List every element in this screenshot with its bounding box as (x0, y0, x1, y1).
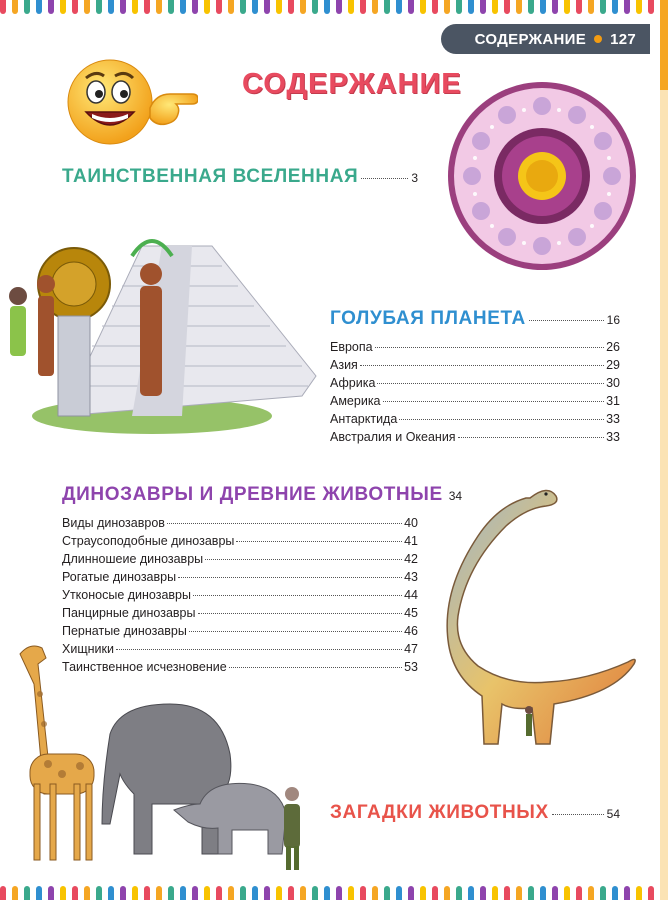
stripe (288, 886, 294, 900)
stripe (192, 0, 198, 14)
stripe (444, 886, 450, 900)
stripe (120, 0, 126, 14)
stripe (552, 886, 558, 900)
stripe (504, 886, 510, 900)
stripe (384, 886, 390, 900)
stripe (432, 0, 438, 14)
toc-item-page: 40 (404, 516, 418, 530)
stripe (576, 886, 582, 900)
leader-dots (116, 649, 402, 650)
toc-item[interactable] (62, 606, 418, 624)
toc-item[interactable] (62, 624, 418, 642)
stripe (540, 886, 546, 900)
stripe (588, 886, 594, 900)
leader-dots (458, 437, 605, 438)
right-edge-strip (660, 0, 668, 900)
toc-item-label: Африка (330, 376, 376, 390)
stripe (468, 886, 474, 900)
stripe (372, 886, 378, 900)
toc-item-label: Хищники (62, 642, 114, 656)
toc-item-page: 33 (606, 430, 620, 444)
stripe (204, 886, 210, 900)
section-title: ЗАГАДКИ ЖИВОТНЫХ (330, 802, 549, 823)
stripe (408, 886, 414, 900)
toc-item[interactable] (330, 430, 620, 448)
toc-item-page: 46 (404, 624, 418, 638)
section-page: 3 (411, 171, 418, 185)
stripe (192, 886, 198, 900)
toc-item-label: Азия (330, 358, 358, 372)
section-title: ГОЛУБАЯ ПЛАНЕТА (330, 308, 526, 329)
stripe (96, 886, 102, 900)
stripe (612, 0, 618, 14)
stripe (456, 886, 462, 900)
stripe (228, 0, 234, 14)
section-page: 54 (606, 807, 620, 821)
stripe (288, 0, 294, 14)
stripe (396, 0, 402, 14)
stripe (48, 886, 54, 900)
running-header (441, 24, 650, 54)
toc-section-universe[interactable] (62, 166, 418, 188)
stripe (108, 0, 114, 14)
toc-item-label: Европа (330, 340, 373, 354)
stripe (444, 0, 450, 14)
page-number: 127 (610, 30, 636, 48)
smiley-pointing-icon (58, 56, 198, 148)
stripe (168, 0, 174, 14)
stripe (300, 886, 306, 900)
toc-item[interactable] (62, 588, 418, 606)
toc-item[interactable] (330, 394, 620, 412)
toc-item-page: 41 (404, 534, 418, 548)
stripe (204, 0, 210, 14)
stripe (336, 886, 342, 900)
stripe (624, 0, 630, 14)
bullet-dot-icon (594, 35, 602, 43)
leader-dots (205, 559, 402, 560)
toc-item-label: Утконосые динозавры (62, 588, 191, 602)
stripe (96, 0, 102, 14)
stripe (276, 886, 282, 900)
stripe (216, 886, 222, 900)
stripe (588, 0, 594, 14)
running-header-label: СОДЕРЖАНИЕ (474, 30, 587, 48)
stripe (228, 886, 234, 900)
stripe (264, 0, 270, 14)
stripe (384, 0, 390, 14)
toc-item-page: 42 (404, 552, 418, 566)
stripe (408, 0, 414, 14)
section-title: ТАИНСТВЕННАЯ ВСЕЛЕННАЯ (62, 166, 359, 187)
stripe (72, 0, 78, 14)
stripe (132, 0, 138, 14)
stripe (456, 0, 462, 14)
stripe (432, 886, 438, 900)
stripe (420, 886, 426, 900)
toc-list-blue-planet (330, 340, 620, 448)
stripe (516, 0, 522, 14)
stripe (324, 0, 330, 14)
stripe (72, 886, 78, 900)
leader-dots (377, 383, 604, 384)
toc-item-page: 30 (606, 376, 620, 390)
toc-item[interactable] (62, 570, 418, 588)
stripe (528, 0, 534, 14)
toc-item[interactable] (62, 516, 418, 534)
stripe (168, 886, 174, 900)
toc-item[interactable] (330, 412, 620, 430)
leader-dots (193, 595, 402, 596)
section-page: 34 (448, 489, 463, 503)
toc-section-dinosaurs[interactable] (62, 484, 463, 506)
toc-section-animal-mysteries[interactable] (330, 802, 620, 824)
toc-item-label: Длинношеие динозавры (62, 552, 204, 566)
stripe (24, 0, 30, 14)
stripe (0, 886, 6, 900)
stripe (480, 0, 486, 14)
stripe (0, 0, 6, 14)
leader-dots (229, 667, 402, 668)
stripe (48, 0, 54, 14)
stripe (492, 0, 498, 14)
stripe (636, 886, 642, 900)
toc-item-label: Страусоподобные динозавры (62, 534, 235, 548)
leader-dots (383, 401, 605, 402)
toc-item[interactable] (62, 552, 418, 570)
page-title: СОДЕРЖАНИЕ (242, 68, 462, 100)
toc-item-page: 31 (606, 394, 620, 408)
stripe (240, 886, 246, 900)
stripe (312, 0, 318, 14)
stripe (264, 886, 270, 900)
stripe (36, 0, 42, 14)
toc-item-page: 33 (606, 412, 620, 426)
toc-item-page: 47 (404, 642, 418, 656)
toc-item[interactable] (62, 642, 418, 660)
stripe (348, 886, 354, 900)
leader-dots (399, 419, 604, 420)
toc-item-page: 45 (404, 606, 418, 620)
leader-dots (552, 814, 604, 815)
toc-item[interactable] (330, 376, 620, 394)
stripe (12, 0, 18, 14)
stripe (636, 0, 642, 14)
stripe (468, 0, 474, 14)
stripe (360, 0, 366, 14)
stripe (144, 886, 150, 900)
stripe (60, 886, 66, 900)
toc-item-label: Панцирные динозавры (62, 606, 196, 620)
leader-dots (167, 523, 402, 524)
stripe (108, 886, 114, 900)
stripe (312, 886, 318, 900)
stripe (144, 0, 150, 14)
stripe (84, 886, 90, 900)
stripe (336, 0, 342, 14)
stripe (372, 0, 378, 14)
stripe (480, 886, 486, 900)
toc-item-page: 53 (404, 660, 418, 674)
sauropod-dinosaur-illustration (430, 486, 646, 750)
stripe (12, 886, 18, 900)
zodiac-wheel-illustration (446, 80, 638, 272)
stripe (180, 886, 186, 900)
stripe (84, 0, 90, 14)
stripe (156, 886, 162, 900)
stripe (612, 886, 618, 900)
section-page: 16 (606, 313, 620, 327)
stripe (24, 886, 30, 900)
stripe (348, 0, 354, 14)
leader-dots (189, 631, 402, 632)
leader-dots (178, 577, 402, 578)
stripe (132, 886, 138, 900)
toc-item-label: Виды динозавров (62, 516, 165, 530)
stripe (300, 0, 306, 14)
toc-item[interactable] (330, 340, 620, 358)
stripe (120, 886, 126, 900)
toc-item-label: Америка (330, 394, 381, 408)
stripe (360, 886, 366, 900)
stripe (528, 886, 534, 900)
stripe (240, 0, 246, 14)
leader-dots (375, 347, 604, 348)
leader-dots (198, 613, 403, 614)
stripe (324, 886, 330, 900)
bottom-decorative-stripes (0, 886, 668, 900)
toc-item-label: Пернатые динозавры (62, 624, 187, 638)
stripe (564, 0, 570, 14)
stripe (492, 886, 498, 900)
stripe (216, 0, 222, 14)
stripe (516, 886, 522, 900)
leader-dots (529, 320, 604, 321)
leader-dots (360, 365, 604, 366)
toc-item-label: Австралия и Океания (330, 430, 456, 444)
stripe (564, 886, 570, 900)
stripe (60, 0, 66, 14)
leader-dots (361, 178, 408, 179)
toc-section-blue-planet[interactable] (330, 308, 620, 330)
toc-item-label: Антарктида (330, 412, 398, 426)
stripe (648, 886, 654, 900)
toc-item[interactable] (330, 358, 620, 376)
stripe (648, 0, 654, 14)
mayan-pyramid-illustration (2, 226, 318, 440)
top-decorative-stripes (0, 0, 668, 14)
section-title: ДИНОЗАВРЫ И ДРЕВНИЕ ЖИВОТНЫЕ (62, 484, 443, 505)
stripe (504, 0, 510, 14)
toc-item-page: 43 (404, 570, 418, 584)
stripe (252, 0, 258, 14)
stripe (156, 0, 162, 14)
stripe (420, 0, 426, 14)
stripe (552, 0, 558, 14)
stripe (600, 0, 606, 14)
toc-item-label: Рогатые динозавры (62, 570, 177, 584)
stripe (540, 0, 546, 14)
stripe (36, 886, 42, 900)
stripe (576, 0, 582, 14)
leader-dots (236, 541, 402, 542)
toc-item[interactable] (62, 534, 418, 552)
toc-item[interactable] (62, 660, 418, 678)
stripe (276, 0, 282, 14)
stripe (600, 886, 606, 900)
stripe (396, 886, 402, 900)
toc-item-page: 26 (606, 340, 620, 354)
stripe (252, 886, 258, 900)
toc-item-page: 29 (606, 358, 620, 372)
toc-list-dinosaurs (62, 516, 418, 678)
stripe (180, 0, 186, 14)
toc-item-page: 44 (404, 588, 418, 602)
stripe (624, 886, 630, 900)
toc-item-label: Таинственное исчезновение (62, 660, 227, 674)
